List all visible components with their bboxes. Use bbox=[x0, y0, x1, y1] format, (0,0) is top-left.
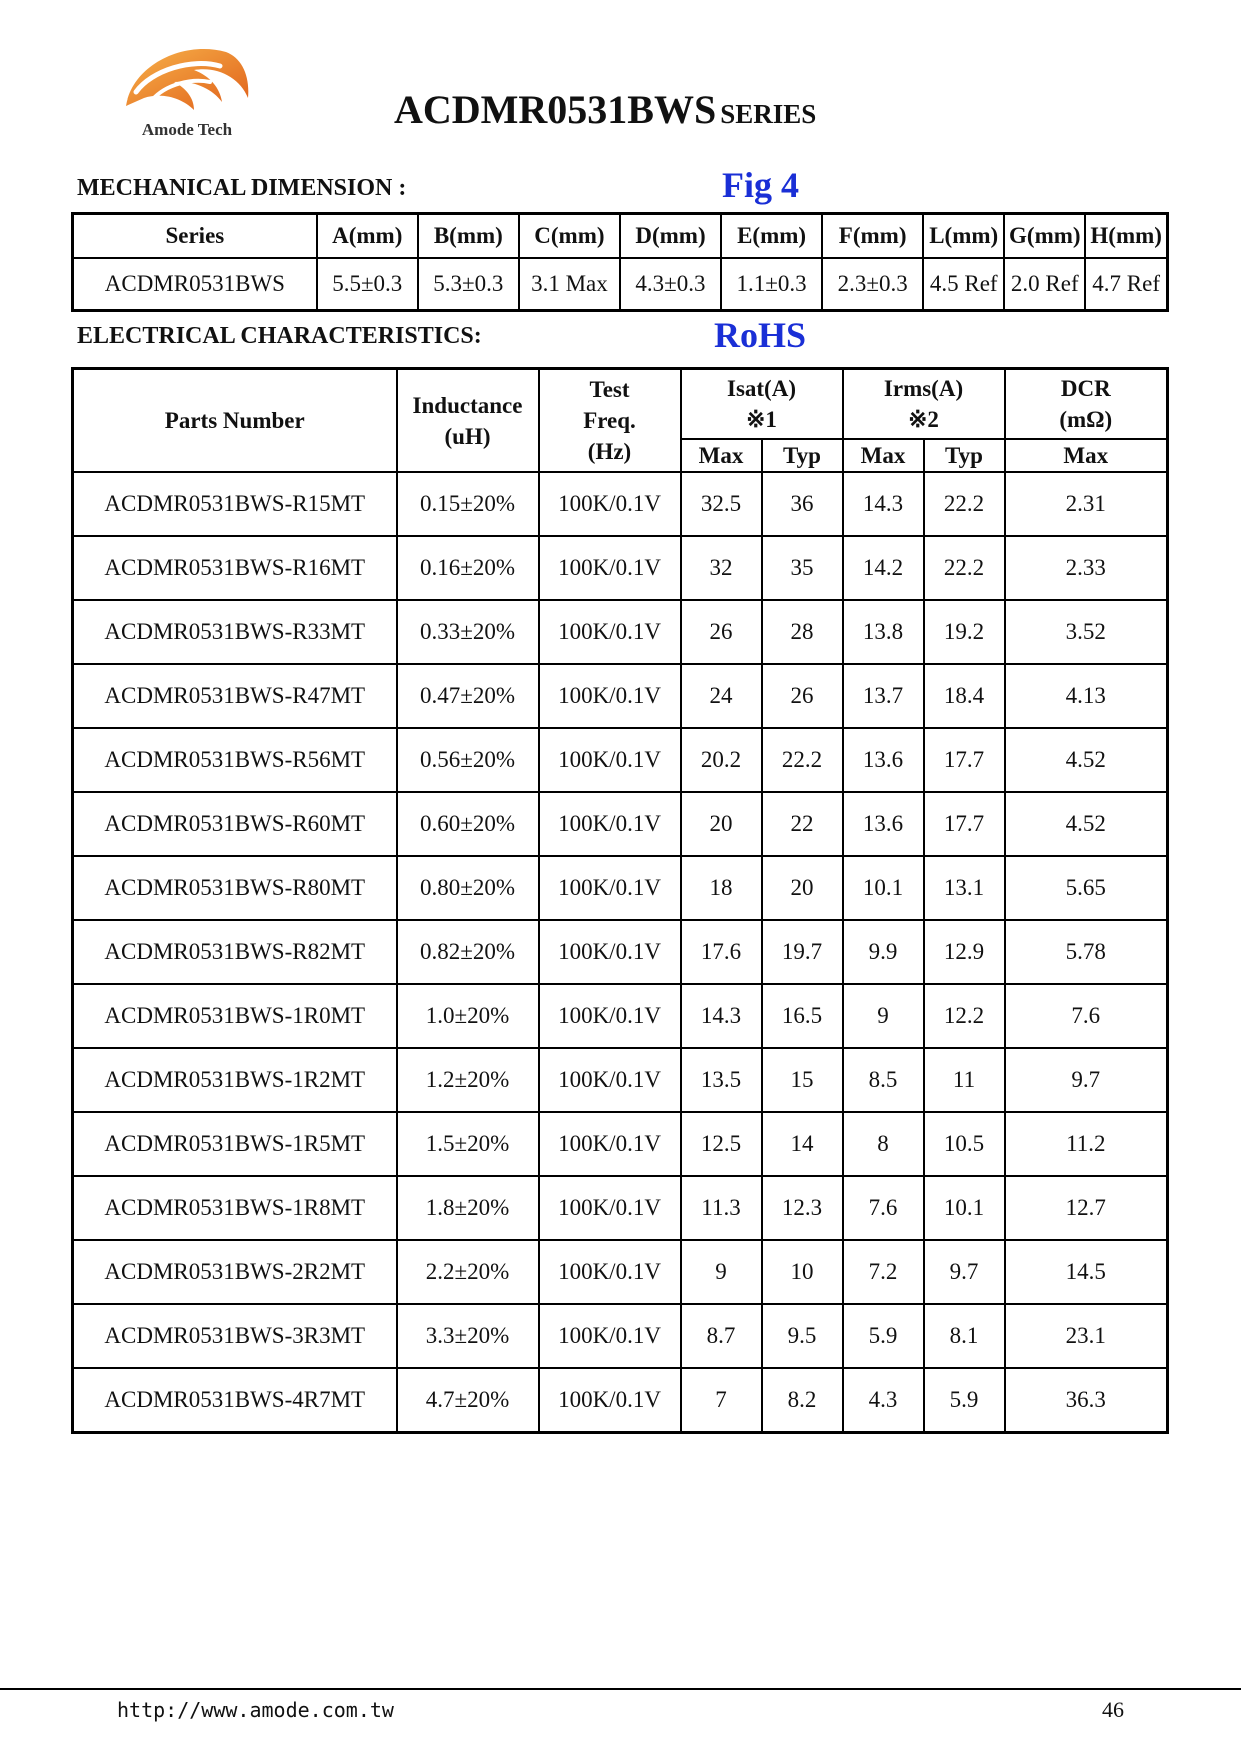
table-cell: 9.9 bbox=[843, 920, 924, 984]
mechanical-header-row bbox=[73, 214, 1168, 259]
mech-cell: 2.0 Ref bbox=[1004, 258, 1085, 311]
mech-cell: 5.3±0.3 bbox=[418, 258, 519, 311]
parts-number-header bbox=[73, 369, 397, 473]
table-cell: 100K/0.1V bbox=[539, 1240, 681, 1304]
mechanical-data-row bbox=[73, 258, 1168, 311]
table-cell: 15 bbox=[762, 1048, 843, 1112]
table-cell: 100K/0.1V bbox=[539, 792, 681, 856]
table-cell: 14.3 bbox=[843, 472, 924, 536]
page-number: 46 bbox=[1102, 1697, 1124, 1722]
table-cell: 9 bbox=[843, 984, 924, 1048]
table-cell: 2.33 bbox=[1005, 536, 1168, 600]
table-cell: 16.5 bbox=[762, 984, 843, 1048]
table-cell: 11.3 bbox=[681, 1176, 762, 1240]
mech-cell: 4.5 Ref bbox=[923, 258, 1004, 311]
table-cell: ACDMR0531BWS-R16MT bbox=[73, 536, 397, 600]
table-cell: 4.7±20% bbox=[397, 1368, 539, 1433]
isat-header bbox=[681, 369, 843, 440]
table-cell: 8.5 bbox=[843, 1048, 924, 1112]
title-main: ACDMR0531BWS bbox=[394, 87, 717, 132]
table-cell: 8.1 bbox=[924, 1304, 1005, 1368]
table-cell: 100K/0.1V bbox=[539, 856, 681, 920]
irms-typ-header: Typ bbox=[924, 439, 1005, 472]
rohs-label: RoHS bbox=[714, 315, 807, 355]
inductance-unit-line: (uH) bbox=[444, 423, 491, 449]
table-cell: 22.2 bbox=[924, 536, 1005, 600]
table-cell: 5.9 bbox=[924, 1368, 1005, 1433]
table-cell: 24 bbox=[681, 664, 762, 728]
freq-header-line: Freq. bbox=[583, 408, 636, 433]
mech-col-header: D(mm) bbox=[620, 214, 721, 259]
table-cell: 5.9 bbox=[843, 1304, 924, 1368]
table-cell: ACDMR0531BWS-R60MT bbox=[73, 792, 397, 856]
table-cell: 11 bbox=[924, 1048, 1005, 1112]
table-cell: 0.16±20% bbox=[397, 536, 539, 600]
electrical-characteristics-label: ELECTRICAL CHARACTERISTICS: bbox=[77, 323, 482, 349]
irms-note-line: ※2 bbox=[908, 407, 939, 432]
table-cell: 8 bbox=[843, 1112, 924, 1176]
table-cell: ACDMR0531BWS-1R0MT bbox=[73, 984, 397, 1048]
table-cell: 10.1 bbox=[924, 1176, 1005, 1240]
mech-cell: 1.1±0.3 bbox=[721, 258, 822, 311]
table-cell: 12.9 bbox=[924, 920, 1005, 984]
table-cell: 100K/0.1V bbox=[539, 1176, 681, 1240]
table-cell: ACDMR0531BWS-R56MT bbox=[73, 728, 397, 792]
irms-max-header: Max bbox=[843, 439, 924, 472]
table-cell: 12.5 bbox=[681, 1112, 762, 1176]
table-cell: 100K/0.1V bbox=[539, 920, 681, 984]
parts-number-header-text: Parts Number bbox=[164, 408, 305, 433]
logo-text: Amode Tech bbox=[141, 120, 233, 139]
table-cell: 13.5 bbox=[681, 1048, 762, 1112]
table-cell: 100K/0.1V bbox=[539, 1048, 681, 1112]
table-cell: ACDMR0531BWS-1R5MT bbox=[73, 1112, 397, 1176]
table-cell: 0.80±20% bbox=[397, 856, 539, 920]
table-row bbox=[73, 1176, 1168, 1240]
dcr-header bbox=[1005, 369, 1168, 440]
table-cell: 8.7 bbox=[681, 1304, 762, 1368]
table-cell: 23.1 bbox=[1005, 1304, 1168, 1368]
mech-col-header: G(mm) bbox=[1004, 214, 1085, 259]
table-cell: 3.3±20% bbox=[397, 1304, 539, 1368]
table-cell: 9 bbox=[681, 1240, 762, 1304]
table-cell: 3.52 bbox=[1005, 600, 1168, 664]
table-cell: 100K/0.1V bbox=[539, 984, 681, 1048]
table-row bbox=[73, 1368, 1168, 1433]
table-cell: 100K/0.1V bbox=[539, 472, 681, 536]
table-cell: 12.7 bbox=[1005, 1176, 1168, 1240]
table-cell: 32 bbox=[681, 536, 762, 600]
table-row bbox=[73, 1240, 1168, 1304]
table-cell: 9.7 bbox=[924, 1240, 1005, 1304]
table-cell: 22.2 bbox=[762, 728, 843, 792]
table-cell: 0.33±20% bbox=[397, 600, 539, 664]
table-cell: 18.4 bbox=[924, 664, 1005, 728]
table-cell: 1.2±20% bbox=[397, 1048, 539, 1112]
table-cell: 22.2 bbox=[924, 472, 1005, 536]
table-cell: 17.6 bbox=[681, 920, 762, 984]
table-cell: 12.3 bbox=[762, 1176, 843, 1240]
table-cell: ACDMR0531BWS-R82MT bbox=[73, 920, 397, 984]
mech-col-header: F(mm) bbox=[822, 214, 923, 259]
mech-col-header: E(mm) bbox=[721, 214, 822, 259]
table-cell: 18 bbox=[681, 856, 762, 920]
footer-divider bbox=[0, 1688, 1241, 1690]
dcr-header-line: DCR bbox=[1060, 376, 1111, 401]
isat-note-line: ※1 bbox=[746, 407, 777, 432]
title-suffix: SERIES bbox=[720, 99, 817, 129]
mech-cell: 5.5±0.3 bbox=[317, 258, 418, 311]
table-cell: ACDMR0531BWS-3R3MT bbox=[73, 1304, 397, 1368]
mech-cell: 2.3±0.3 bbox=[822, 258, 923, 311]
table-row bbox=[73, 920, 1168, 984]
table-cell: 4.3 bbox=[843, 1368, 924, 1433]
footer-url: http://www.amode.com.tw bbox=[117, 1698, 394, 1722]
company-logo bbox=[118, 36, 256, 146]
table-cell: 20 bbox=[681, 792, 762, 856]
table-cell: 7.6 bbox=[1005, 984, 1168, 1048]
mech-col-header: A(mm) bbox=[317, 214, 418, 259]
table-cell: 19.2 bbox=[924, 600, 1005, 664]
table-cell: 10.5 bbox=[924, 1112, 1005, 1176]
table-cell: 13.8 bbox=[843, 600, 924, 664]
isat-header-line: Isat(A) bbox=[727, 376, 796, 401]
table-cell: 4.52 bbox=[1005, 792, 1168, 856]
table-cell: ACDMR0531BWS-1R8MT bbox=[73, 1176, 397, 1240]
logo-swoosh-icon bbox=[122, 36, 252, 120]
mech-col-header: H(mm) bbox=[1085, 214, 1167, 259]
table-cell: 0.56±20% bbox=[397, 728, 539, 792]
table-cell: 14.2 bbox=[843, 536, 924, 600]
table-cell: ACDMR0531BWS-R47MT bbox=[73, 664, 397, 728]
table-cell: 2.31 bbox=[1005, 472, 1168, 536]
table-row bbox=[73, 792, 1168, 856]
table-cell: 22 bbox=[762, 792, 843, 856]
inductance-header bbox=[397, 369, 539, 473]
electrical-header-row bbox=[73, 369, 1168, 440]
table-row bbox=[73, 984, 1168, 1048]
mechanical-dimension-label: MECHANICAL DIMENSION : bbox=[77, 175, 407, 201]
mech-col-header: L(mm) bbox=[923, 214, 1004, 259]
table-cell: 100K/0.1V bbox=[539, 728, 681, 792]
table-row bbox=[73, 536, 1168, 600]
table-cell: 7.6 bbox=[843, 1176, 924, 1240]
table-cell: 9.5 bbox=[762, 1304, 843, 1368]
table-cell: 100K/0.1V bbox=[539, 1304, 681, 1368]
table-cell: 10.1 bbox=[843, 856, 924, 920]
mech-cell: 4.3±0.3 bbox=[620, 258, 721, 311]
electrical-characteristics-table bbox=[71, 367, 1169, 1434]
table-cell: 36 bbox=[762, 472, 843, 536]
table-cell: ACDMR0531BWS-2R2MT bbox=[73, 1240, 397, 1304]
table-cell: 26 bbox=[762, 664, 843, 728]
table-cell: 5.78 bbox=[1005, 920, 1168, 984]
table-cell: 32.5 bbox=[681, 472, 762, 536]
dcr-max-header: Max bbox=[1005, 439, 1168, 472]
table-cell: ACDMR0531BWS-1R2MT bbox=[73, 1048, 397, 1112]
table-cell: 0.15±20% bbox=[397, 472, 539, 536]
dcr-unit-line: (mΩ) bbox=[1059, 407, 1113, 432]
table-cell: 100K/0.1V bbox=[539, 600, 681, 664]
mech-col-header: B(mm) bbox=[418, 214, 519, 259]
mech-col-header: Series bbox=[73, 214, 317, 259]
table-row bbox=[73, 664, 1168, 728]
hz-header-line: (Hz) bbox=[587, 439, 632, 464]
table-row bbox=[73, 1112, 1168, 1176]
table-cell: 14.5 bbox=[1005, 1240, 1168, 1304]
table-cell: 17.7 bbox=[924, 728, 1005, 792]
test-freq-header bbox=[539, 369, 681, 473]
irms-header bbox=[843, 369, 1005, 440]
isat-max-header: Max bbox=[681, 439, 762, 472]
table-cell: 4.52 bbox=[1005, 728, 1168, 792]
irms-header-line: Irms(A) bbox=[883, 376, 964, 401]
table-cell: ACDMR0531BWS-R80MT bbox=[73, 856, 397, 920]
inductance-header-line: Inductance bbox=[412, 392, 523, 418]
page-title bbox=[394, 86, 816, 133]
electrical-table-body bbox=[73, 472, 1168, 1433]
table-cell: 28 bbox=[762, 600, 843, 664]
table-cell: 7 bbox=[681, 1368, 762, 1433]
table-cell: 100K/0.1V bbox=[539, 1112, 681, 1176]
table-cell: 1.0±20% bbox=[397, 984, 539, 1048]
table-cell: 0.82±20% bbox=[397, 920, 539, 984]
table-cell: ACDMR0531BWS-4R7MT bbox=[73, 1368, 397, 1433]
table-cell: 9.7 bbox=[1005, 1048, 1168, 1112]
table-cell: 20 bbox=[762, 856, 843, 920]
table-cell: 10 bbox=[762, 1240, 843, 1304]
table-cell: 2.2±20% bbox=[397, 1240, 539, 1304]
table-row bbox=[73, 472, 1168, 536]
table-row bbox=[73, 728, 1168, 792]
test-header-line: Test bbox=[589, 377, 630, 402]
table-cell: 11.2 bbox=[1005, 1112, 1168, 1176]
table-cell: 100K/0.1V bbox=[539, 1368, 681, 1433]
table-cell: ACDMR0531BWS-R15MT bbox=[73, 472, 397, 536]
table-cell: 100K/0.1V bbox=[539, 664, 681, 728]
table-cell: 1.8±20% bbox=[397, 1176, 539, 1240]
mech-cell: ACDMR0531BWS bbox=[73, 258, 317, 311]
table-cell: 12.2 bbox=[924, 984, 1005, 1048]
table-cell: 0.60±20% bbox=[397, 792, 539, 856]
table-row bbox=[73, 1304, 1168, 1368]
table-cell: 0.47±20% bbox=[397, 664, 539, 728]
table-cell: ACDMR0531BWS-R33MT bbox=[73, 600, 397, 664]
table-cell: 1.5±20% bbox=[397, 1112, 539, 1176]
table-cell: 20.2 bbox=[681, 728, 762, 792]
mech-cell: 4.7 Ref bbox=[1085, 258, 1167, 311]
table-cell: 14.3 bbox=[681, 984, 762, 1048]
table-cell: 7.2 bbox=[843, 1240, 924, 1304]
table-cell: 17.7 bbox=[924, 792, 1005, 856]
table-cell: 100K/0.1V bbox=[539, 536, 681, 600]
table-cell: 14 bbox=[762, 1112, 843, 1176]
table-cell: 13.6 bbox=[843, 792, 924, 856]
table-row bbox=[73, 1048, 1168, 1112]
table-row bbox=[73, 856, 1168, 920]
table-cell: 35 bbox=[762, 536, 843, 600]
table-cell: 13.6 bbox=[843, 728, 924, 792]
table-cell: 13.7 bbox=[843, 664, 924, 728]
table-cell: 8.2 bbox=[762, 1368, 843, 1433]
isat-typ-header: Typ bbox=[762, 439, 843, 472]
table-row bbox=[73, 600, 1168, 664]
mechanical-dimension-table bbox=[71, 212, 1169, 312]
fig-label: Fig 4 bbox=[722, 165, 799, 205]
table-cell: 19.7 bbox=[762, 920, 843, 984]
table-cell: 13.1 bbox=[924, 856, 1005, 920]
table-cell: 36.3 bbox=[1005, 1368, 1168, 1433]
table-cell: 26 bbox=[681, 600, 762, 664]
mech-col-header: C(mm) bbox=[519, 214, 620, 259]
mech-cell: 3.1 Max bbox=[519, 258, 620, 311]
table-cell: 4.13 bbox=[1005, 664, 1168, 728]
table-cell: 5.65 bbox=[1005, 856, 1168, 920]
